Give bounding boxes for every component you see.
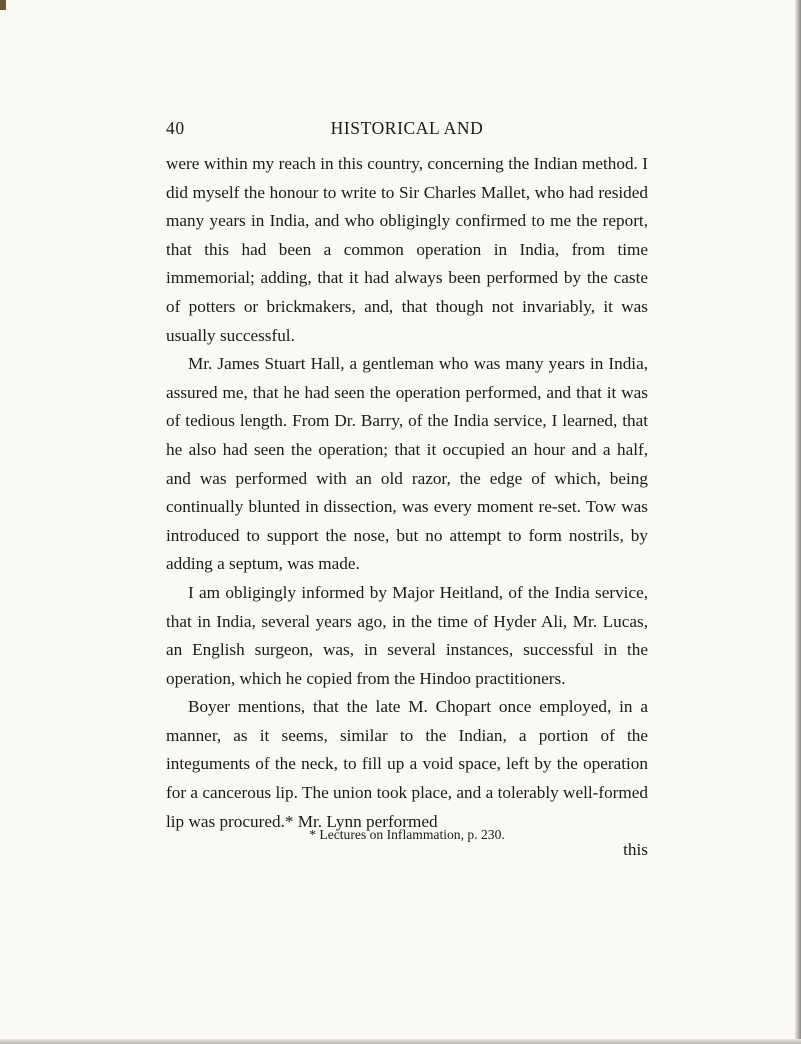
catchword: this [623,840,648,860]
paragraph-2: Mr. James Stuart Hall, a gentleman who was many years in India, assured me, that he had seen the operation performed, and that it was of tedious length. From Dr. Barry, of the India service, I learned, that he also had seen the operation; that it occupied an hour and a half, and was performed with an old razor, the edge of which, being continually blunted in dissection, was every moment re-set. Tow was introduced to support the nose, but no attempt to form nostrils, by adding a septum, was made. [166,354,648,574]
running-head: HISTORICAL AND [330,118,484,138]
page-corner-mark [0,0,6,10]
footnote: * Lectures on Inflammation, p. 230. [309,827,505,842]
body-text [166,150,648,865]
paragraph-3: I am obligingly informed by Major Heitland, of the India service, that in India, several years ago, in the time of Hyder Ali, Mr. Lucas, an English surgeon, was, in several instances, successful in the operation, which he copied from the Hindoo practitioners. [166,582,648,688]
paragraph-1: were within my reach in this country, concerning the Indian method. I did myself the honour to write to Sir Charles Mallet, who had resided many years in India, and who obligingly confirmed to me the report, that this had been a common operation in India, from time immemorial; adding, that it had always been performed by the caste of potters or brickmakers, and, that though not invariably, it was usually successful. [166,154,648,345]
paragraph-4: Boyer mentions, that the late M. Chopart once employed, in a manner, as it seems, similar to the Indian, a portion of the integuments of the neck, to fill up a void space, left by the operation for a cancerous lip. The union took place, and a tolerably well-formed lip was procured.* Mr. Lynn performed [166,697,648,831]
page-header [166,118,648,142]
page-edge-shadow [795,0,801,1044]
page-number: 40 [166,118,185,138]
page-bottom-edge [0,1039,801,1044]
